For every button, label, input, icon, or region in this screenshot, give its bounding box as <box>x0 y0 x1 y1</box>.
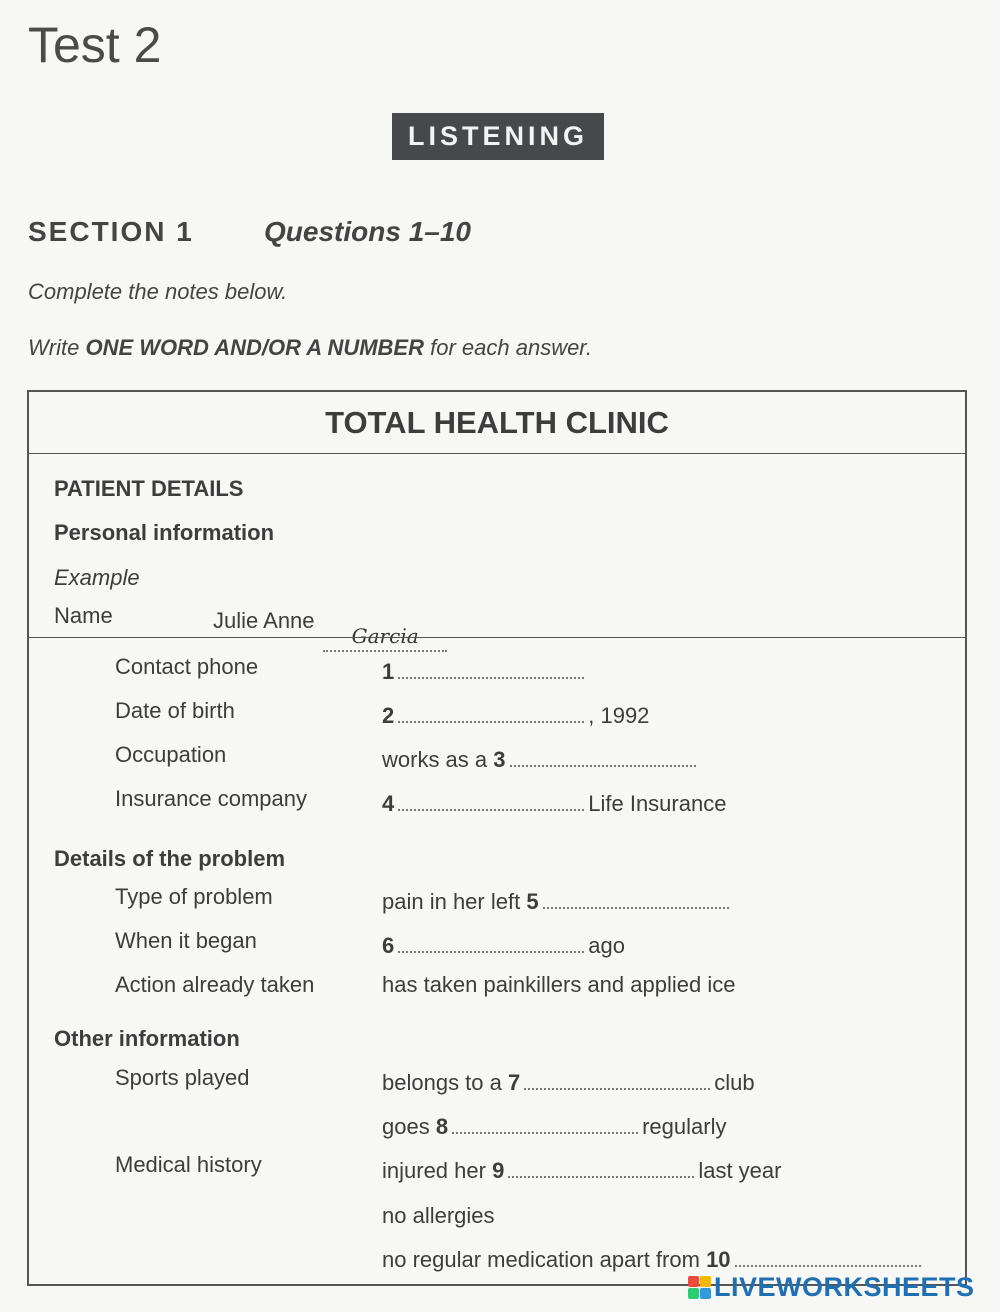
liveworksheets-logo-icon <box>688 1276 712 1300</box>
listening-banner: LISTENING <box>392 113 604 160</box>
q3-blank[interactable] <box>510 765 696 767</box>
type-before: pain in her left <box>382 889 521 914</box>
q6-number: 6 <box>382 933 395 958</box>
name-row <box>213 608 449 648</box>
medical-answer-2: no allergies <box>382 1203 495 1228</box>
q2-blank[interactable] <box>398 721 584 723</box>
liveworksheets-watermark <box>688 1272 975 1303</box>
occupation-answer <box>382 747 700 773</box>
q7-blank[interactable] <box>524 1088 710 1090</box>
medical-answer-3 <box>382 1247 925 1273</box>
date-of-birth-answer <box>382 703 649 729</box>
q9-blank[interactable] <box>508 1176 694 1178</box>
other-heading: Other information <box>54 1026 240 1051</box>
sports1-before: belongs to a <box>382 1070 502 1095</box>
medical1-after: last year <box>698 1158 782 1183</box>
example-label: Example <box>54 565 140 590</box>
sports2-after: regularly <box>642 1114 727 1139</box>
action-taken-value: has taken painkillers and applied ice <box>382 972 736 997</box>
contact-phone-label: Contact phone <box>115 654 259 679</box>
insurance-after: Life Insurance <box>588 791 727 816</box>
q5-number: 5 <box>526 889 539 914</box>
sports1-after: club <box>714 1070 755 1095</box>
instruction-post: for each answer. <box>424 335 592 360</box>
q1-blank[interactable] <box>398 677 584 679</box>
q6-blank[interactable] <box>398 951 584 953</box>
type-of-problem-label: Type of problem <box>115 884 273 909</box>
q8-number: 8 <box>435 1114 449 1139</box>
problem-heading: Details of the problem <box>54 846 286 871</box>
when-began-label: When it began <box>115 928 257 953</box>
q1-number: 1 <box>382 659 395 684</box>
sports-answer-1 <box>382 1070 755 1096</box>
insurance-answer <box>382 791 726 817</box>
watermark-text: LIVEWORKSHEETS <box>714 1272 975 1302</box>
began-after: ago <box>588 933 625 958</box>
sports-answer-2 <box>382 1114 726 1140</box>
q4-number: 4 <box>382 791 395 816</box>
sports2-before: goes <box>382 1114 430 1139</box>
medical3-before: no regular medication apart from <box>382 1247 700 1272</box>
q5-blank[interactable] <box>543 907 729 909</box>
date-of-birth-year: , 1992 <box>588 703 650 728</box>
patient-details-heading: PATIENT DETAILS <box>54 476 244 501</box>
instruction-bold: ONE WORD AND/OR A NUMBER <box>85 335 424 360</box>
notes-box <box>27 390 967 1286</box>
when-began-answer <box>382 933 625 959</box>
contact-phone-answer <box>382 659 588 685</box>
action-taken-label: Action already taken <box>115 972 315 997</box>
instruction-pre: Write <box>28 335 86 360</box>
q7-number: 7 <box>508 1070 521 1095</box>
q4-blank[interactable] <box>398 809 584 811</box>
personal-information-heading: Personal information <box>54 520 275 545</box>
medical-history-label: Medical history <box>115 1152 262 1177</box>
q8-blank[interactable] <box>452 1132 638 1134</box>
date-of-birth-label: Date of birth <box>115 698 235 723</box>
test-title: Test 2 <box>28 17 162 73</box>
section-questions: Questions 1–10 <box>264 216 471 247</box>
insurance-label: Insurance company <box>115 786 307 811</box>
example-answer-text: Garcia <box>351 624 419 648</box>
type-of-problem-answer <box>382 889 733 915</box>
name-label: Name <box>54 603 113 628</box>
occupation-before: works as a <box>382 747 488 772</box>
occupation-label: Occupation <box>115 742 227 767</box>
section-label: SECTION 1 <box>28 216 194 247</box>
medical-answer-1 <box>382 1158 781 1184</box>
q3-number: 3 <box>493 747 506 772</box>
medical1-before: injured her <box>382 1158 486 1183</box>
instruction-line-1: Complete the notes below. <box>28 279 288 304</box>
q9-number: 9 <box>492 1158 505 1183</box>
example-answer-line <box>323 650 447 652</box>
q10-number: 10 <box>706 1247 731 1272</box>
q10-blank[interactable] <box>735 1265 921 1267</box>
name-value: Julie Anne <box>213 608 315 633</box>
example-divider <box>29 637 965 638</box>
notes-title: TOTAL HEALTH CLINIC <box>29 392 965 454</box>
sports-label: Sports played <box>115 1065 250 1090</box>
instruction-line-2 <box>28 335 592 361</box>
q2-number: 2 <box>382 703 395 728</box>
